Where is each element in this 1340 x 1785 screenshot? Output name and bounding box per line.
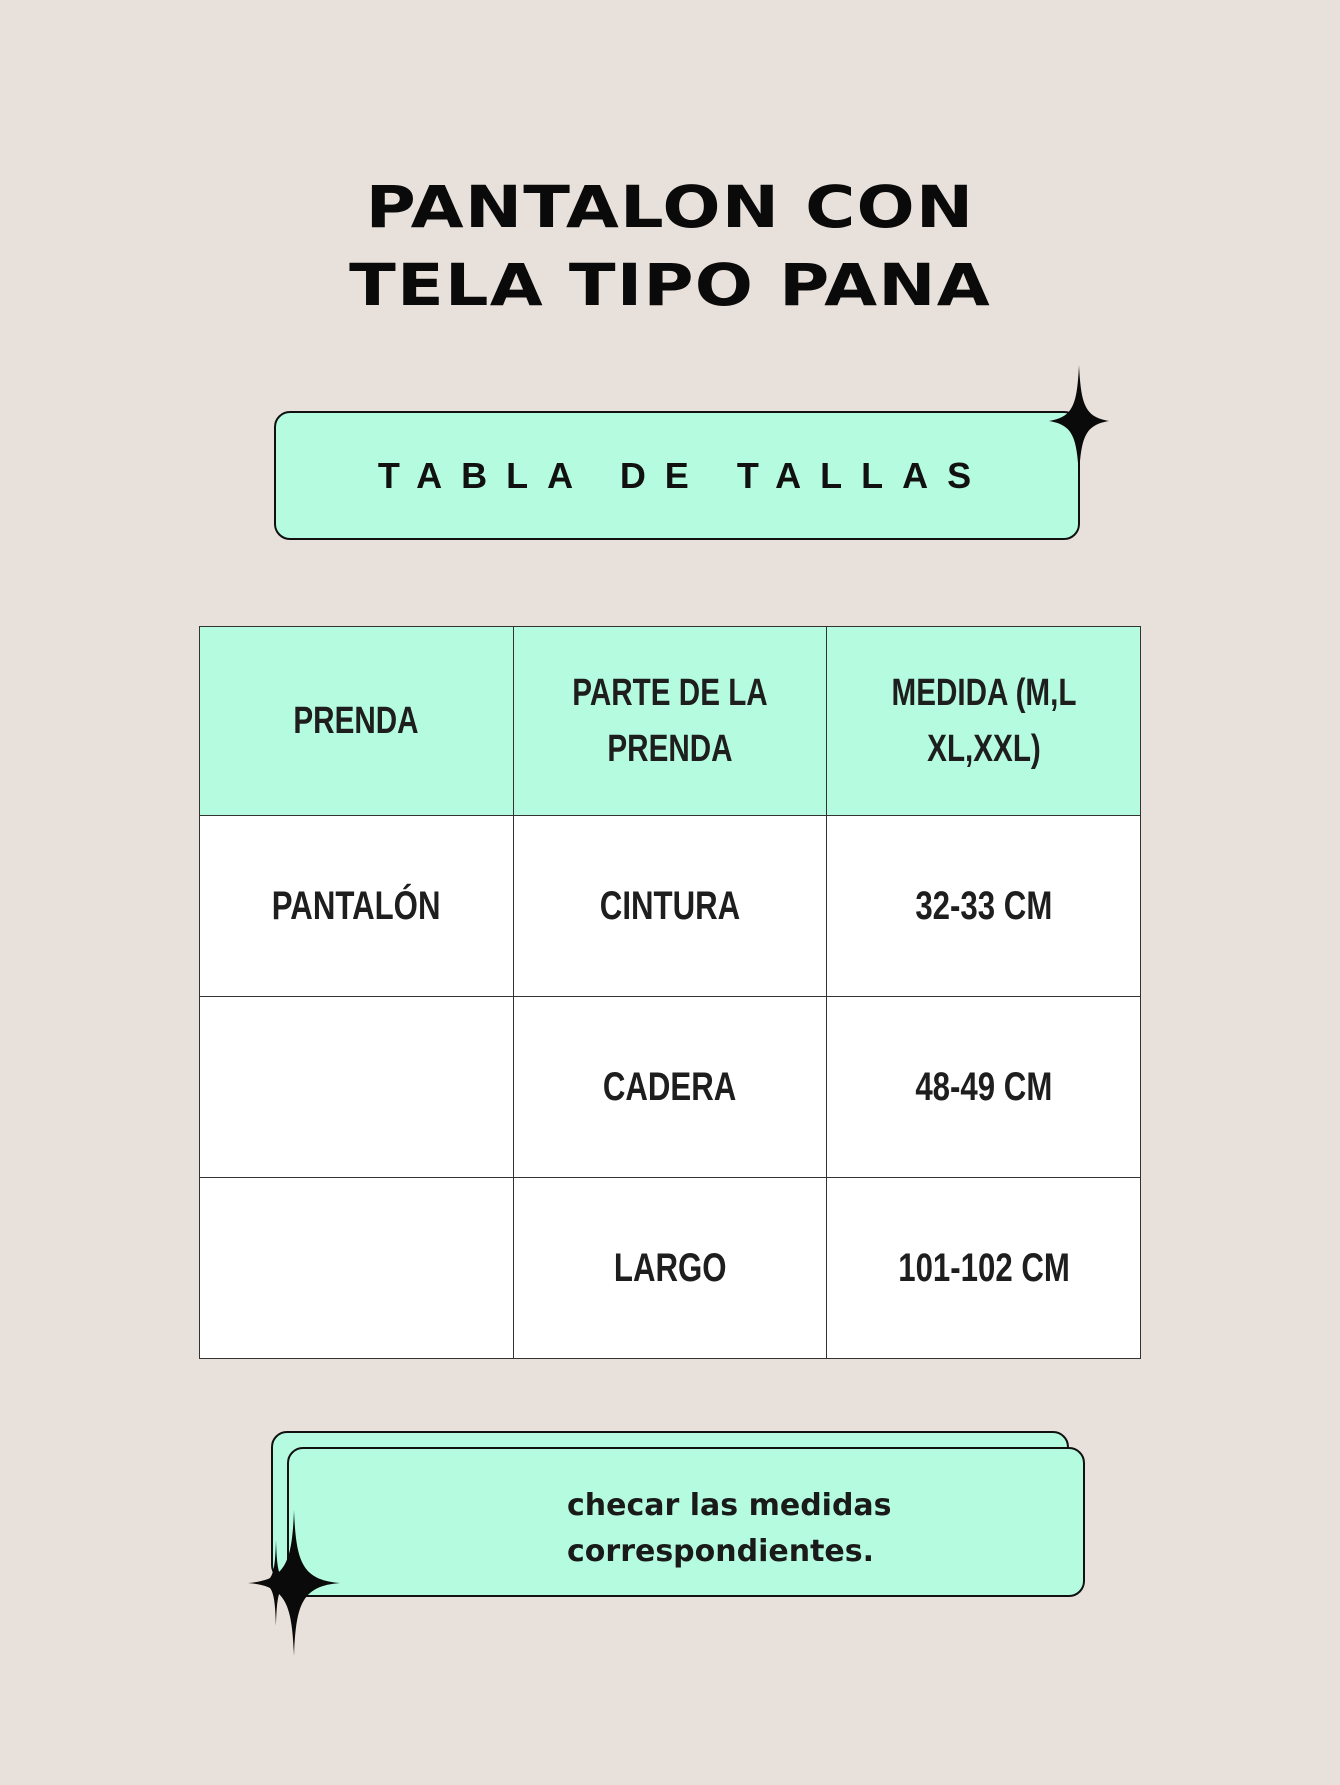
header-parte: PARTE DE LA PRENDA <box>513 627 827 816</box>
sparkle-icon <box>246 1510 340 1656</box>
note-line-2: correspondientes. <box>567 1534 875 1569</box>
table-cell: LARGO <box>513 1178 827 1359</box>
title-line-2: TELA TIPO PANA <box>349 251 991 319</box>
table-cell: 48-49 CM <box>827 997 1141 1178</box>
table-cell <box>200 997 514 1178</box>
table-header-row <box>200 627 1141 816</box>
table-row <box>200 997 1141 1178</box>
table-cell <box>200 1178 514 1359</box>
table-cell: PANTALÓN <box>200 816 514 997</box>
table-cell: CINTURA <box>513 816 827 997</box>
page-title <box>0 168 1340 324</box>
table-row <box>200 1178 1141 1359</box>
header-medida: MEDIDA (M,L XL,XXL) <box>827 627 1141 816</box>
note-line-1: checar las medidas <box>567 1488 892 1523</box>
header-prenda: PRENDA <box>200 627 514 816</box>
size-table <box>199 626 1141 1359</box>
title-line-1: PANTALON CON <box>365 173 975 241</box>
note-card <box>287 1447 1085 1597</box>
note-text <box>567 1483 892 1575</box>
table-cell: 101-102 CM <box>827 1178 1141 1359</box>
size-chart-banner <box>274 411 1080 540</box>
sparkle-icon <box>1049 365 1109 477</box>
table-cell: 32-33 CM <box>827 816 1141 997</box>
table-row <box>200 816 1141 997</box>
table-cell: CADERA <box>513 997 827 1178</box>
banner-label: TABLA DE TALLAS <box>377 454 991 496</box>
